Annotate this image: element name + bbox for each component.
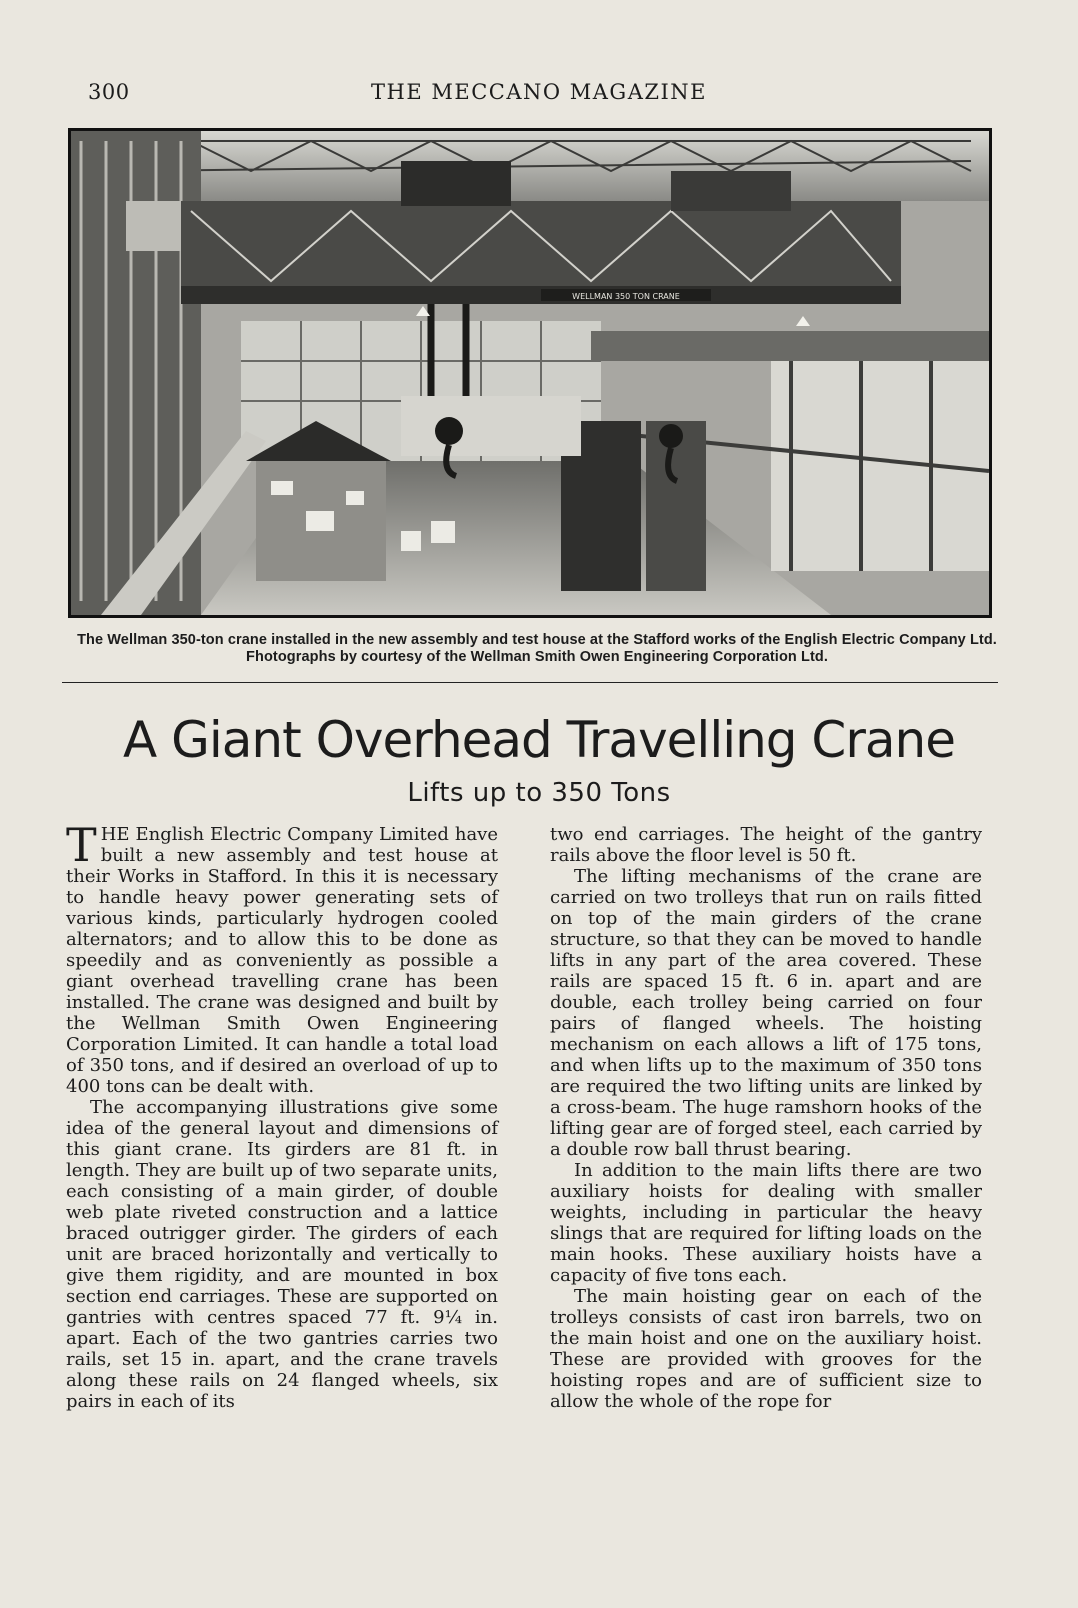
crane-photo-illustration [71, 131, 989, 615]
crane-photograph [68, 128, 992, 618]
article-subhead: Lifts up to 350 Tons [407, 778, 671, 808]
photo-caption: The Wellman 350-ton crane installed in the new assembly and test house at the Stafford works of the English Electric Company Ltd. Fhotographs by courtesy of the Wellman Smith Owen Engineering Corporation Ltd. [77, 632, 997, 665]
article-headline: A Giant Overhead Travelling Crane [123, 711, 955, 769]
crane-name-plate: WELLMAN 350 TON CRANE [572, 292, 680, 301]
article-column-right [550, 824, 982, 1412]
paragraph-2: The accompanying illustrations give some idea of the general layout and dimensions of this giant crane. Its girders are 81 ft. in length. They are built up of two separate units, each consisting of a main girder, of double web plate riveted construction and a lattice braced outrigger girder. The girders of each unit are braced horizontally and vertically to give them rigidity, and are mounted in box section end carriages. These are supported on gantries with centres spaced 77 ft. 9¼ in. apart. Each of the two gantries carries two rails, set 15 in. apart, and the crane travels along these rails on 24 flanged wheels, six pairs in each of its [66, 1097, 498, 1412]
magazine-title: THE MECCANO MAGAZINE [371, 80, 707, 104]
paragraph-1 [66, 818, 498, 1097]
paragraph-5: The main hoisting gear on each of the trolleys consists of cast iron barrels, two on the main hoist and one on the auxiliary hoist. These are provided with grooves for the hoisting ropes and are of sufficient size to allow the whole of the rope for [550, 1286, 982, 1412]
drop-cap: T [66, 818, 97, 872]
article-column-left [66, 818, 498, 1412]
paragraph-4: In addition to the main lifts there are two auxiliary hoists for dealing with smaller weights, including in particular the heavy slings that are required for lifting loads on the main hooks. These auxiliary hoists have a capacity of five tons each. [550, 1160, 982, 1286]
paragraph-3: The lifting mechanisms of the crane are carried on two trolleys that run on rails fitted on top of the main girders of the crane structure, so that they can be moved to handle lifts in any part of the area covered. These rails are spaced 15 ft. 6 in. apart and are double, each trolley being carried on four pairs of flanged wheels. The hoisting mechanism on each allows a lift of 175 tons, and when lifts up to the maximum of 350 tons are required the two lifting units are linked by a cross-beam. The huge ramshorn hooks of the lifting gear are of forged steel, each carried by a double row ball thrust bearing. [550, 866, 982, 1160]
paragraph-1-text: HE English Electric Company Limited have built a new assembly and test house at their Works in Stafford. In this it is necessary to handle heavy power generating sets of various kinds, particularly hydrogen cooled alternators; and to allow this to be done as speedily and as conveniently as possible a giant overhead travelling crane has been installed. The crane was designed and built by the Wellman Smith Owen Engineering Corporation Limited. It can handle a total load of 350 tons, and if desired an overload of up to 400 tons can be dealt with. [66, 824, 498, 1097]
running-head [0, 80, 1078, 112]
page-number: 300 [88, 80, 130, 104]
caption-rule [62, 682, 998, 683]
paragraph-2-continued: two end carriages. The height of the gantry rails above the floor level is 50 ft. [550, 824, 982, 866]
